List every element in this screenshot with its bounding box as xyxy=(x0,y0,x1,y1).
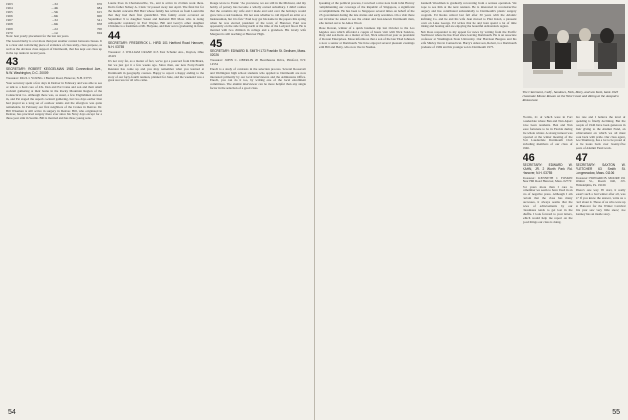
class-numeral: 47 xyxy=(575,152,588,165)
class-secretary: SECRETARY: SAXTON W. FLETCHER 63 Smith St. Longmeadow, Mass. 01106 xyxy=(575,163,626,175)
column-text: Speaking of the political process, I received a nice note from John Harvey complimenting our coverage of the Republic of Singapore, a significant accomplishment. He has been to Singapore several times on behalf of the US government during the late sixties and early seventies. On a visit there last October he asked to see the oldest and best-known Dartmouth man, who turned out to be Amos Wood. xyxy=(318,2,415,25)
photo-image xyxy=(523,4,625,88)
class-rank-total: 658 xyxy=(97,22,102,27)
class-treasurer: Treasurer: J. WILLIAM CRANE 615 East Schantz Ave., Dayton, Ohio 45419 xyxy=(108,49,204,58)
right-page xyxy=(315,0,628,420)
column-text: Laurie lives in Charlottesville, Va., and is active in civilian work there. Don's father Sidney A. Clark '12 passed away last April. The final list for the month concerns Bill Burt whose family has written us from Louisville that they had their first grandchild. This family event occurred on September 9 to daughter Susan and husband Bill Moss who is doing orthopedic residency in Fort Wayne. Bill and Gerry's other daughter Christine is a freshman at Mt. Holyoke, and their son is graduating in June. xyxy=(108,2,204,29)
class-treasurer: Treasurer: JOHN C. OBERLIN 20 Hearthstone Drive, Pittsford, N.Y. 14534 xyxy=(210,57,306,66)
class-rank-dots: ...3d xyxy=(51,18,58,23)
class-rank-dots: ...4th xyxy=(51,6,59,11)
class-secretary: SECRETARY: FREDERICK L. HIRD 101 Hartford Road Hanover, N.H. 03755 xyxy=(108,41,204,50)
class-secretary: SECRETARY: EDWARD W. KAHN, JR. 2 Worth Park Rd. Hanover, N.H. 03755 xyxy=(522,163,573,175)
class-rank-dots: ...6th xyxy=(51,22,59,27)
class-numeral: 45 xyxy=(210,38,223,51)
class-numeral: 46 xyxy=(522,152,535,165)
class-rank-total: 684 xyxy=(97,6,102,11)
column-text: Enoch is a study of contrasts in the selection process. Several Roosevelt and Wellington high school students who applied to Dartmouth are now interested primarily by our local interviewers and the Admissions Office. Enoch, you can do it too, by writing one of the local enrollment committees. The alumni interviewer can be more helpful than any single factor in the selection of a good class. xyxy=(210,66,306,91)
left-column-2 xyxy=(108,2,204,85)
class-treasurer: Treasurer: HOWARD B. MOORE 191 Walnut St., Room 640, J.N. Philadelphia, Pa. 19106 xyxy=(575,175,626,188)
class-rank-total: 700 xyxy=(97,26,102,31)
right-column-1 xyxy=(319,2,415,51)
right-column-2 xyxy=(421,2,517,51)
class-rank-year: 1966 xyxy=(6,14,13,19)
class-rank-list xyxy=(6,2,102,35)
class-secretary: SECRETARY: EDWARD B. SMITH 173 Franklin St. Dedham, Mass. 02026 xyxy=(210,49,306,57)
class-rank-year: 1964 xyxy=(6,6,13,11)
column-text: Your secretary spent a few days in Denver in February and was able to see or talk to a hard core of 43s. Don and Pat Crane and son and their small cocktail gathering at their home in the Rocky Mountain Region of the Connecticut Co. Although there was, as usual, a few Englishmen snowed in, and Pat staged the superb cocktail gathering, but two days earlier Don had played us a long set of outdoor tennis and the afterglow was quite remarkable. In February our first neighbors of the Cranes in Denver. Dr. Bill Wiseman is still active in surgery in Denver. Bill, who originated in Denver, has practiced surgery there ever since his Navy days except for a three-year stint in Seattle. Bill is married and has three young sons. xyxy=(6,81,102,121)
column-text: Mose Rowan, winner of a quick business trip last October to the Los Angeles area which afforded a couple of hours visit with Nick Sandow, Mary and son Kent. As a matter of fact, Nick retired last year as president of Rowan Enterprises. Mose informs us that a son of the late Thad Johnson is now a senior at Dartmouth. We have enjoyed several pleasant evenings with Bill and Betty, who now live in Nashua. xyxy=(318,25,415,50)
class-rank-year: 1969 xyxy=(6,26,13,31)
column-text: Bob Ross responded to my appeal for news by writing from the Pacific Northwest where he has lived since leaving Dartmouth. He is an associate professor at Washington State University. Our Harrison Burgess and his wife Shirley live in Connecticut. Harry's oldest son, Robert, is a Dartmouth graduate of 1969 and his younger son is Dartmouth 1975. xyxy=(420,29,517,50)
class-rank-total: 600 xyxy=(97,14,102,19)
column-text: Kenneth Woodman is gradually recovering from a serious operation. We hope to see him at the next reunion. He is interested in reconstructive surgery and has contributed substantially to Dartmouth's plastic surgery program. Ed Rodes retired last fall after 30 years with the Atlantic Refining Co. and he and his wife Jean moved to Pilot Knob, a pleasant town on Lake George. Ed writes that he and Jean spend a lot of time hiking and boating and are enjoying the beautiful Adirondack region. xyxy=(420,2,517,29)
column-text: There's one way I'll start, it really wasn't such a bad winter after all, was it? If you know the answer, write us a card about it. Those of us who were up in Hanover for the Winter Carnival this year saw very little snow; Joe Kenney has an inside story. xyxy=(575,188,626,216)
class-treasurer: Treasurer: KENNETH J. FOSKIN Bear Hill Road Hanover, Mass. 02770 xyxy=(522,175,573,184)
class-secretary: SECRETARY: ROBERT KEGGELMAN 1983 Connecticut Ave., N.W. Washington, D.C. 20009 xyxy=(6,67,102,76)
class-rank-dots: ...2d xyxy=(51,26,58,31)
class-numeral: 43 xyxy=(6,56,19,69)
class-rank-total: 615 xyxy=(97,10,102,15)
class-rank-total: 694 xyxy=(97,30,102,35)
left-column-3 xyxy=(210,2,306,92)
class-numeral: 44 xyxy=(108,30,121,43)
right-column-4 xyxy=(576,116,626,218)
class-rank-dots: ...6th xyxy=(51,14,59,19)
column-text: Florida, 21 of which were in Fort Lauderdale where Ben and Nan Alpert have been residents. Ben and Nan were fortunate to be in Florida during the whole winter. A strong turnout was reported at the winter meeting of the Fort Lauderdale Dartmouth Club including members of our class of 1946. xyxy=(522,116,573,151)
column-text: Rouge wrote to Frank: "As you know, we are still in the Midwest, and my hobby of pottery has become a wholly owned subsidiary. I didn't realize that the ceramics my wife and I made and sold over the holidays would grow into a real business. I'm not sure whether to call myself an artist or a businessman, but it is fun." Paul Gay got his name in the papers this spring when he was elected president of the town of Hanover. Paul was apparently on the side facing north at the time of the Ledyard flood. He is married with two children in college and a grandson. His lovely wife Margaret is still teaching at Hanover High. xyxy=(210,2,306,37)
class-rank-year: 1965 xyxy=(6,10,13,15)
class-rank-year: 1968 xyxy=(6,22,13,27)
class-rank-total: 541 xyxy=(97,18,102,23)
class-45-heading xyxy=(210,39,306,58)
class-43-heading xyxy=(6,57,102,76)
class-treasurer: Treasurer: PAUL I. YOUNG 1 Barnett Road, Hanover, N.H. 03755 xyxy=(6,76,92,81)
class-rank-note: Note: best yearly placement for the last ten years. xyxy=(6,33,70,38)
class-rank-dots: ...5th xyxy=(51,10,59,15)
page-number-left: 54 xyxy=(8,409,16,416)
photo-caption: The Claremont, Calif., Sandows, Nick, Mary, and son Kent, bank 1945 classmate Moose Rowan on the West Coast and dining at the Acapulco Restaurant. xyxy=(522,90,619,103)
class-rank-year: 1970 xyxy=(6,30,13,35)
class-44-heading xyxy=(108,31,204,50)
class-rank-year: 1963 xyxy=(6,2,13,6)
page-number-right: 55 xyxy=(612,409,620,416)
column-text: It's not very far, as a matter of fact, we've got a postcard from Ditchburn, but we just got it a few weeks ago. Since then, our new Forty-Fourth Reunion has come up and you may remember what you learned at Dartmouth in geography courses. Happy to report a happy ending to the story of our forty-fourth reunion, planned for June, and the weekend was a great success for all who came. xyxy=(108,58,204,83)
column-text: fire rate and I believe the level of spending is finally declining. But the people of 1946 have been generous in their giving to the Alumni Fund, an achievement on which we all must look back with pride. Our class agent, Ace Shumway, has a lot to be proud of as he looks back over twenty-five years of Alumni Fund work. xyxy=(575,116,626,151)
left-column-1 xyxy=(6,2,102,122)
right-column-3 xyxy=(523,116,573,226)
class-rank-dots: ...1st xyxy=(51,30,58,35)
class-47-heading xyxy=(576,153,626,175)
class-rank-total: 676 xyxy=(97,2,102,6)
column-text: The Green Derby is a lot more than just another contest between classes. It is a clear and convincing piece of evidence of class unity, class purpose, as well as the obvious class support of Dartmouth, that has kept our class up in the top ranks in recent years. xyxy=(6,38,102,55)
class-rank-year: 1967 xyxy=(6,18,13,23)
class-rank-dots: ...3d xyxy=(51,2,58,6)
class-photo xyxy=(523,4,625,88)
class-46-heading xyxy=(523,153,573,175)
column-text: For years more than I care to remember we seem to have lived in an era of negative press. Although I am certain that the class has many successes, it always seems that the news of achievements by our classmates tends to get lost in the shuffle. I look forward to your letters, which would help me report on the good things our class is doing. xyxy=(522,184,573,224)
